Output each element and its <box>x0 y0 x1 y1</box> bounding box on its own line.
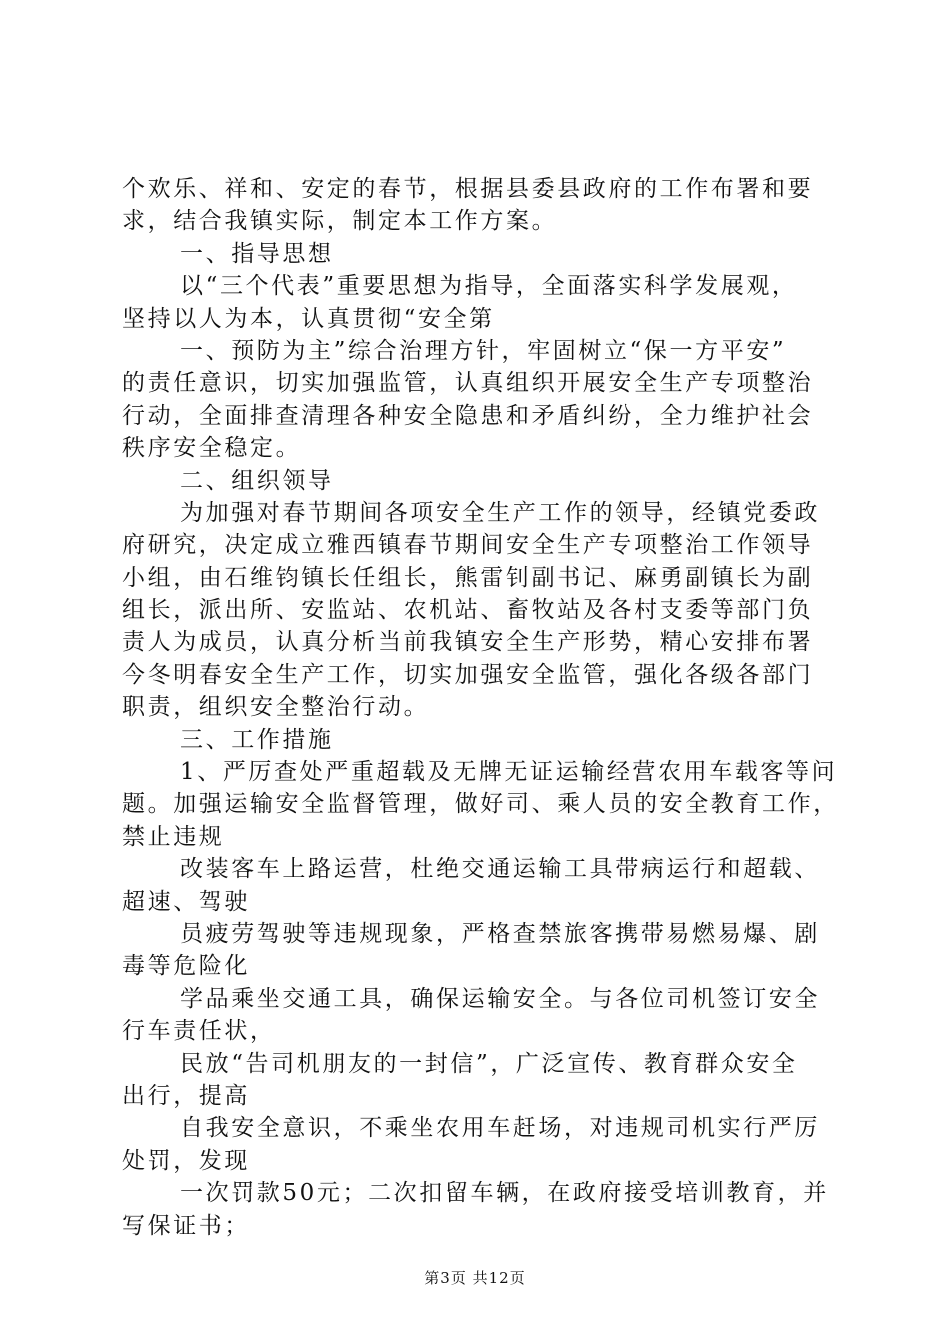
text-line: 今冬明春安全生产工作，切实加强安全监管，强化各级各部门 <box>122 661 814 688</box>
text-line: 行车责任状， <box>122 1018 276 1045</box>
text-line: 求，结合我镇实际，制定本工作方案。 <box>122 208 558 235</box>
text-line: 行动，全面排查清理各种安全隐患和矛盾纠纷，全力维护社会 <box>122 402 814 429</box>
section-heading-guiding-ideology: 一、指导思想 <box>180 240 334 267</box>
text-line: 超速、驾驶 <box>122 888 250 915</box>
text-line: 为加强对春节期间各项安全生产工作的领导，经镇党委政 <box>180 499 820 526</box>
text-line: 禁止违规 <box>122 823 225 850</box>
text-line: 出行，提高 <box>122 1082 250 1109</box>
text-line: 小组，由石维钧镇长任组长，熊雷钊副书记、麻勇副镇长为副 <box>122 564 814 591</box>
text-line: 职责，组织安全整治行动。 <box>122 694 430 721</box>
text-line: 员疲劳驾驶等违规现象，严格查禁旅客携带易燃易爆、剧 <box>180 920 820 947</box>
text-line: 责人为成员，认真分析当前我镇安全生产形势，精心安排布署 <box>122 629 814 656</box>
text-line: 1、严厉查处严重超载及无牌无证运输经营农用车载客等问 <box>180 759 838 786</box>
text-line: 府研究，决定成立雅西镇春节期间安全生产专项整治工作领导 <box>122 532 814 559</box>
text-line: 组长，派出所、安监站、农机站、畜牧站及各村支委等部门负 <box>122 597 814 624</box>
text-line: 坚持以人为本，认真贯彻“安全第 <box>122 305 495 332</box>
section-heading-organization: 二、组织领导 <box>180 467 334 494</box>
text-line: 毒等危险化 <box>122 953 250 980</box>
document-body <box>122 173 839 1242</box>
text-line: 以“三个代表”重要思想为指导，全面落实科学发展观， <box>180 273 798 300</box>
text-line: 一、预防为主”综合治理方针，牢固树立“保一方平安” <box>180 337 787 364</box>
text-line: 个欢乐、祥和、安定的春节，根据县委县政府的工作布署和要 <box>122 176 814 202</box>
text-line: 民放“告司机朋友的一封信”，广泛宣传、教育群众安全 <box>180 1050 798 1077</box>
section-heading-measures: 三、工作措施 <box>180 726 334 753</box>
text-line: 题。加强运输安全监督管理，做好司、乘人员的安全教育工作， <box>122 791 839 818</box>
page-number-footer: 第3页 共12页 <box>424 1269 526 1287</box>
text-line: 秩序安全稳定。 <box>122 435 302 462</box>
text-line: 学品乘坐交通工具，确保运输安全。与各位司机签订安全 <box>180 985 820 1012</box>
text-line: 一次罚款50元；二次扣留车辆，在政府接受培训教育，并 <box>180 1180 829 1207</box>
text-line: 处罚，发现 <box>122 1147 250 1174</box>
text-line: 写保证书； <box>122 1212 250 1239</box>
text-line: 的责任意识，切实加强监管，认真组织开展安全生产专项整治 <box>122 370 814 397</box>
text-line: 改装客车上路运营，杜绝交通运输工具带病运行和超载、 <box>180 856 820 883</box>
text-line: 自我安全意识，不乘坐农用车赶场，对违规司机实行严厉 <box>180 1115 820 1142</box>
